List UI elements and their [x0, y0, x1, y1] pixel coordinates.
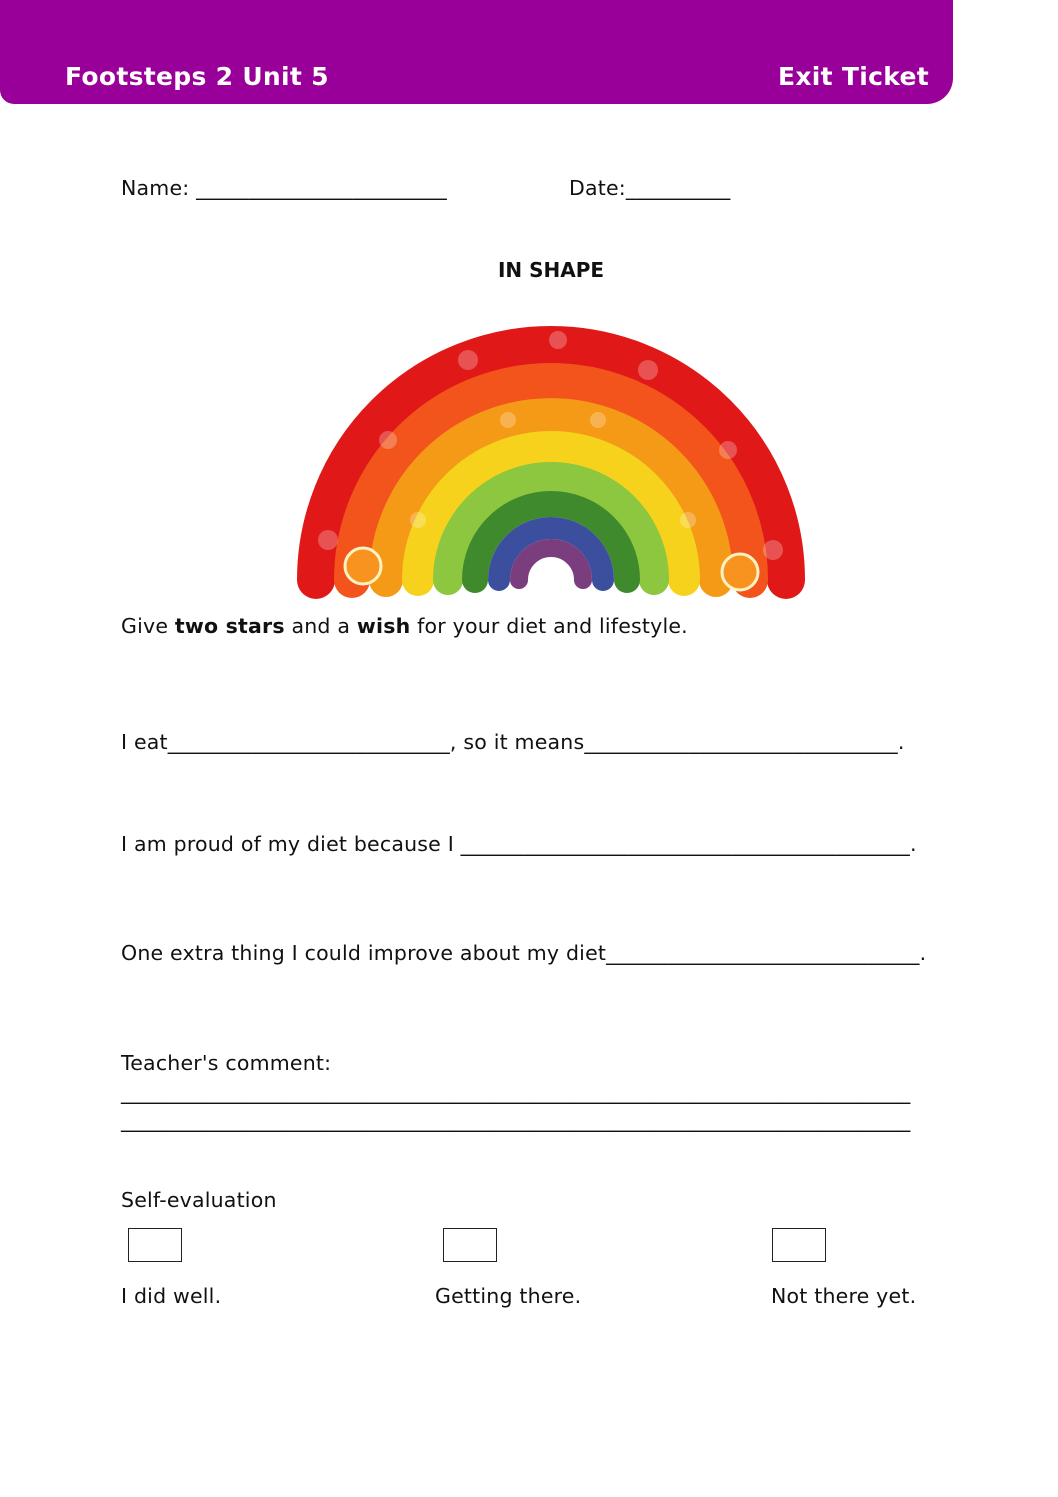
instruction-text: Give two stars and a wish for your diet and lifestyle.: [121, 614, 688, 638]
date-field[interactable]: Date:__________: [569, 176, 731, 200]
checkbox-getting-there[interactable]: [443, 1228, 497, 1262]
proud-prompt[interactable]: I am proud of my diet because I ___________________________________________.: [121, 832, 917, 856]
header-banner: [0, 0, 953, 104]
teacher-comment-label: Teacher's comment:: [121, 1051, 332, 1075]
eat-prompt[interactable]: I eat___________________________, so it means______________________________.: [121, 730, 905, 754]
page-title: IN SHAPE: [497, 258, 605, 282]
option-did-well: I did well.: [121, 1284, 222, 1308]
name-field[interactable]: Name: ________________________: [121, 176, 447, 200]
checkbox-did-well[interactable]: [128, 1228, 182, 1262]
unit-title: Footsteps 2 Unit 5: [65, 62, 329, 91]
improve-prompt[interactable]: One extra thing I could improve about my diet______________________________.: [121, 941, 927, 965]
option-not-there-yet: Not there yet.: [771, 1284, 917, 1308]
fruit-rainbow-image: [268, 300, 834, 600]
teacher-comment-line[interactable]: _____________________________________________________________________________: [121, 1080, 911, 1104]
option-getting-there: Getting there.: [435, 1284, 582, 1308]
ticket-title: Exit Ticket: [777, 62, 929, 91]
checkbox-not-there-yet[interactable]: [772, 1228, 826, 1262]
teacher-comment-line[interactable]: _____________________________________________________________________________: [121, 1108, 911, 1132]
self-evaluation-label: Self-evaluation: [121, 1188, 277, 1212]
